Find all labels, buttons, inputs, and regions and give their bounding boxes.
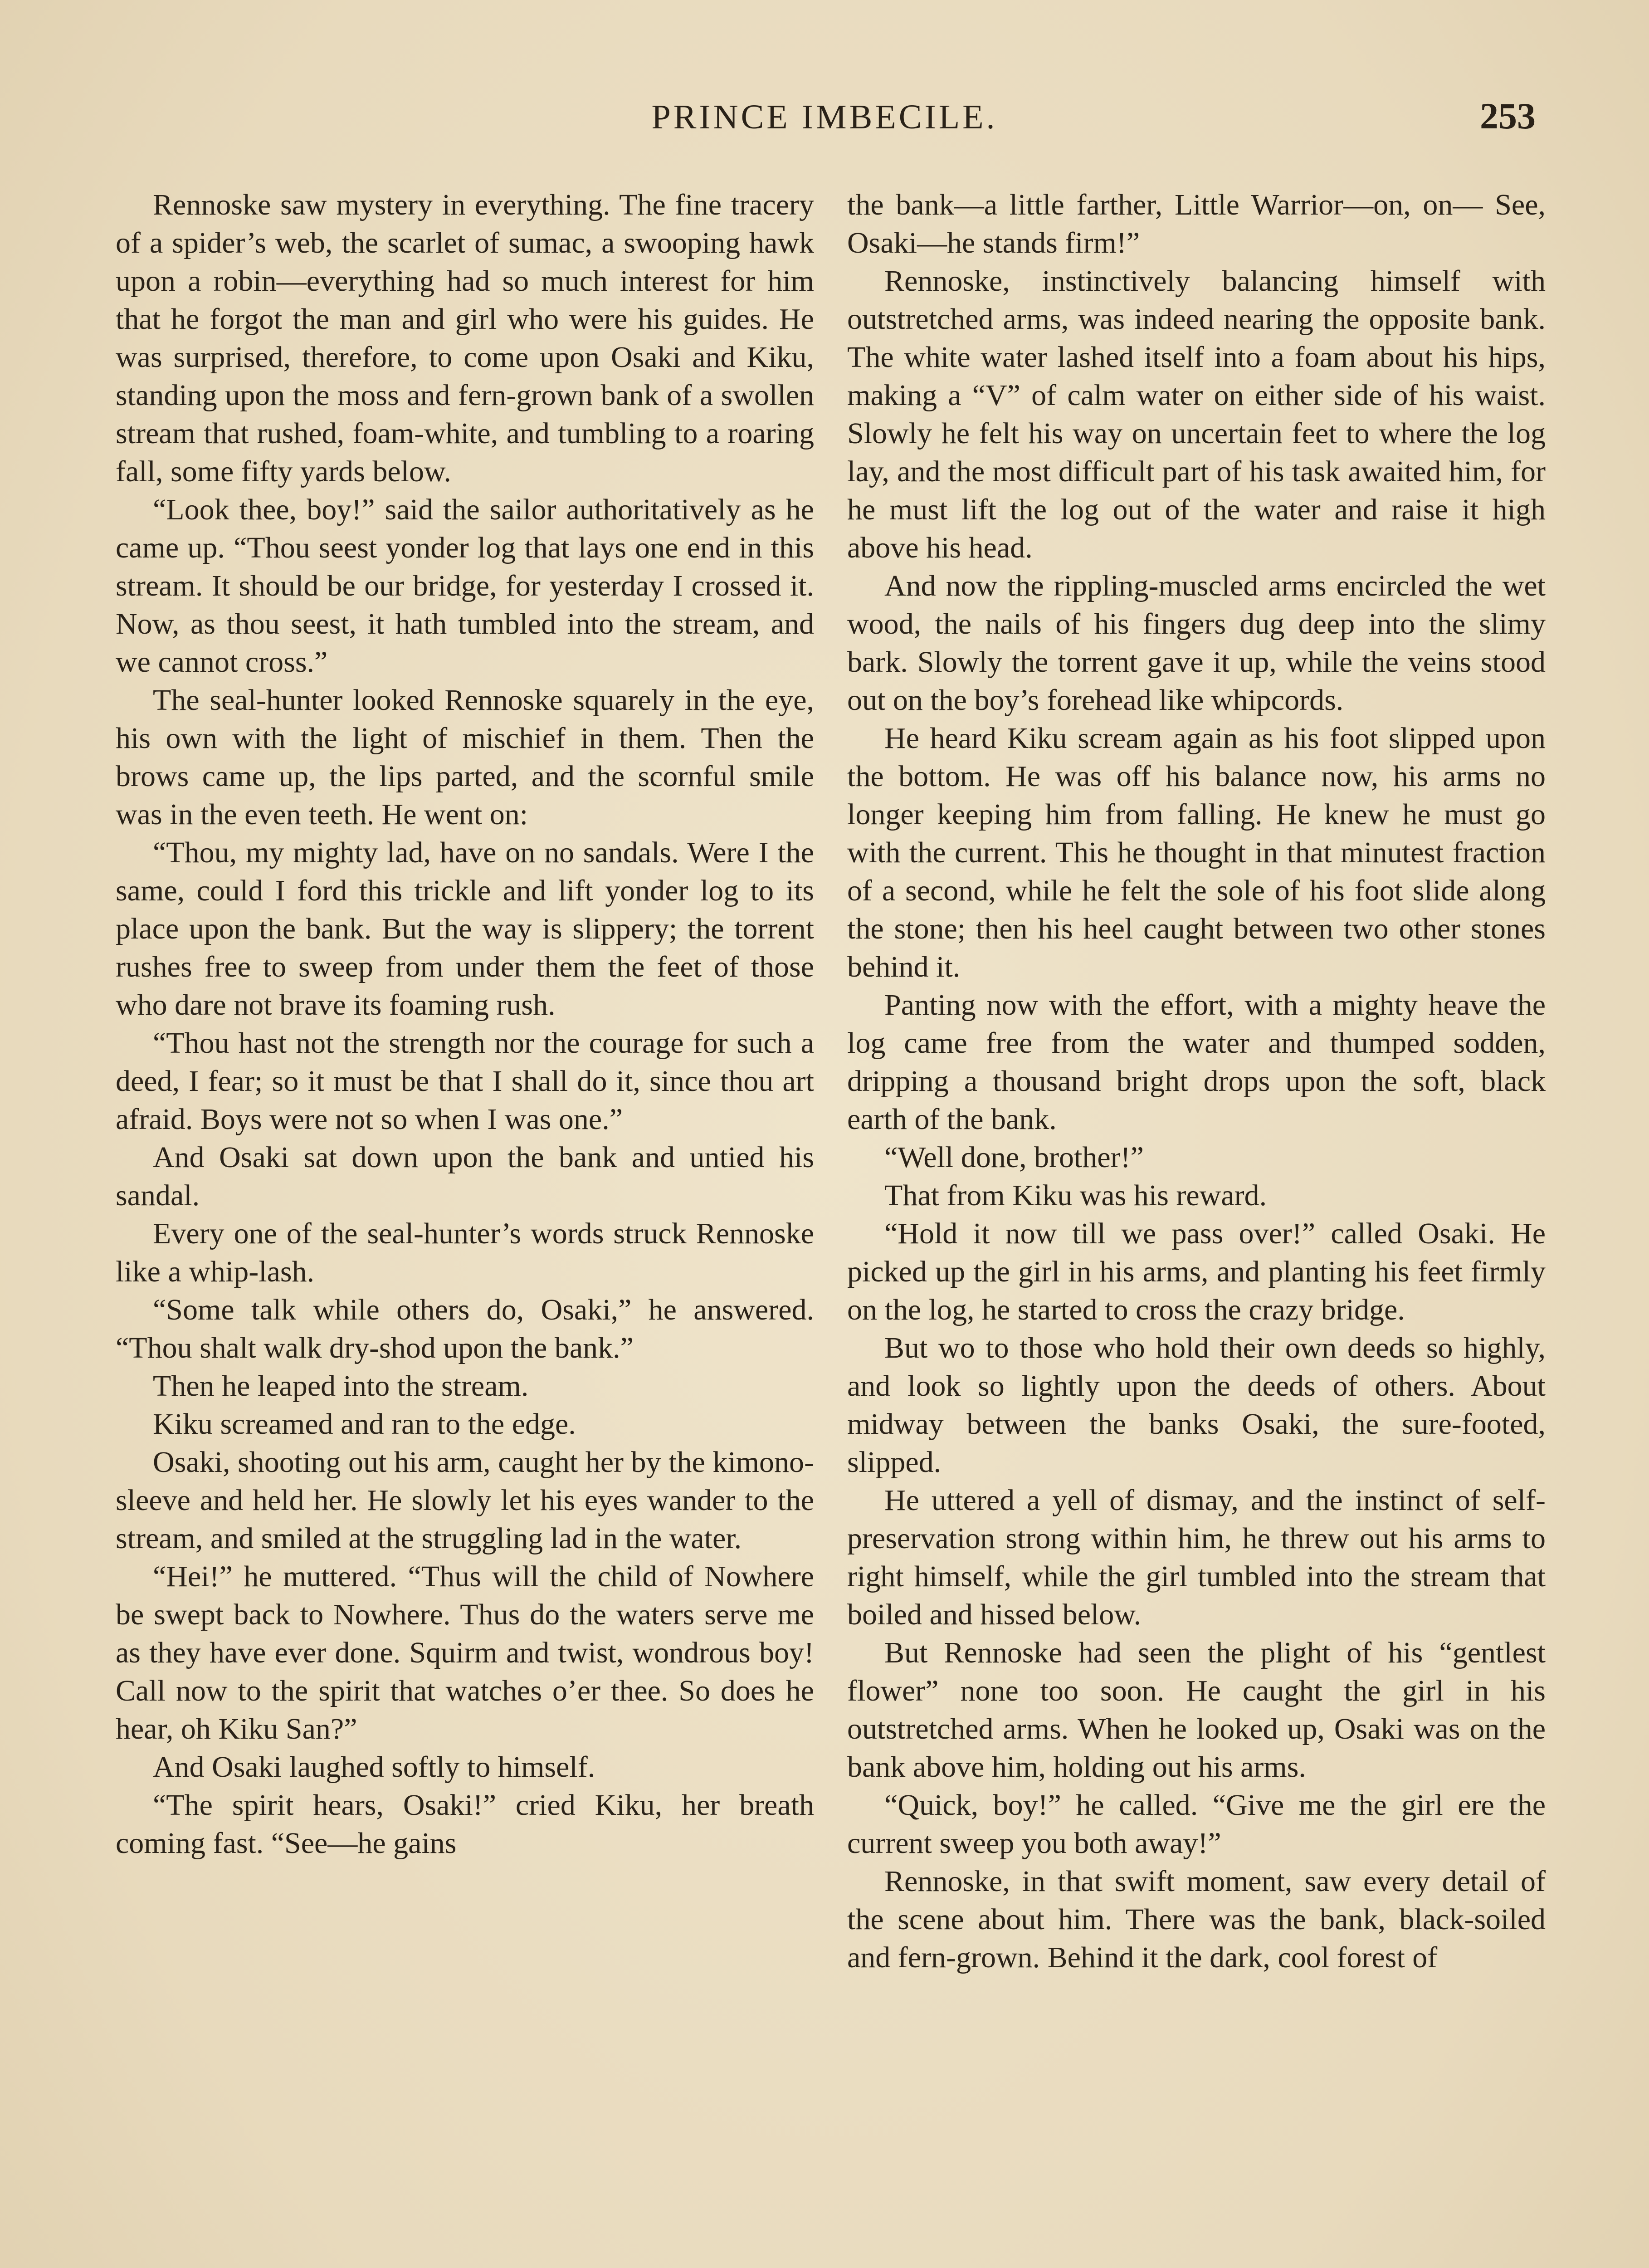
paragraph: “Some talk while others do, Osaki,” he answered. “Thou shalt walk dry-shod upon the bank.” [116,1293,814,1364]
paragraph: And Osaki laughed softly to himself. [153,1750,595,1784]
paragraph: Osaki, shooting out his arm, caught her by the kimono-sleeve and held her. He slowly let his eyes wander to the stream, and smiled at the struggling lad in the water. [116,1446,814,1555]
paragraph: “The spirit hears, Osaki!” cried Kiku, her breath coming fast. “See—he gains [116,1789,814,1860]
paragraph: Every one of the seal-hunter’s words struck Rennoske like a whip-lash. [116,1217,814,1288]
paragraph: “Well done, brother!” [884,1141,1144,1174]
paragraph: “Thou, my mighty lad, have on no sandals. Were I the same, could I ford this trickle and lift yonder log to its place upon the bank. But the way is slippery; the torrent rushes free to sweep from under them the feet of those who dare not brave its foaming rush. [116,836,814,1022]
paragraph: Rennoske saw mystery in everything. The fine tracery of a spider’s web, the scarlet of sumac, a swooping hawk upon a robin—everything had so much interest for him that he forgot the man and girl who were his guides. He was surprised, therefore, to come upon Osaki and Kiku, standing upon the moss and fern-grown bank of a swollen stream that rushed, foam-white, and tumbling to a roaring fall, some fifty yards below. [116,188,814,488]
page-header [0,93,1649,143]
paragraph: And now the rippling-muscled arms encircled the wet wood, the nails of his fingers dug deep into the slimy bark. Slowly the torrent gave it up, while the veins stood out on the boy’s forehead like whipcords. [847,569,1546,717]
paragraph: “Thou hast not the strength nor the courage for such a deed, I fear; so it must be that I shall do it, since thou art afraid. Boys were not so when I was one.” [116,1026,814,1136]
paragraph: Then he leaped into the stream. [153,1369,529,1403]
paragraph: He uttered a yell of dismay, and the instinct of self-preservation strong within him, he threw out his arms to right himself, while the girl tumbled into the stream that boiled and hissed below. [847,1484,1546,1631]
paragraph: “Look thee, boy!” said the sailor authoritatively as he came up. “Thou seest yonder log that lays one end in this stream. It should be our bridge, for yesterday I crossed it. Now, as thou seest, it hath tumbled into the stream, and we cannot cross.” [116,493,814,679]
paragraph: But wo to those who hold their own deeds so highly, and look so lightly upon the deeds of others. About midway between the banks Osaki, the sure-footed, slipped. [847,1331,1546,1479]
paragraph: “Quick, boy!” he called. “Give me the girl ere the current sweep you both away!” [847,1789,1546,1860]
paragraph: the bank—a little farther, Little Warrior—on, on— See, Osaki—he stands firm!” [847,188,1546,259]
paragraph: “Hei!” he muttered. “Thus will the child of Nowhere be swept back to Nowhere. Thus do the waters serve me as they have ever done. Squirm and twist, wondrous boy! Call now to the spirit that watches o’er thee. So does he hear, oh Kiku San?” [116,1560,814,1745]
paragraph: That from Kiku was his reward. [884,1179,1267,1212]
paragraph: And Osaki sat down upon the bank and untied his sandal. [116,1141,814,1212]
paragraph: The seal-hunter looked Rennoske squarely in the eye, his own with the light of mischief in them. Then the brows came up, the lips parted, and the scornful smile was in the even teeth. He went on: [116,684,814,831]
right-text-column [847,186,1546,1977]
paragraph: Kiku screamed and ran to the edge. [153,1408,576,1441]
left-text-column [116,186,814,1862]
paragraph: “Hold it now till we pass over!” called Osaki. He picked up the girl in his arms, and planting his feet firmly on the log, he started to cross the crazy bridge. [847,1217,1546,1326]
paragraph: He heard Kiku scream again as his foot slipped upon the bottom. He was off his balance now, his arms no longer keeping him from falling. He knew he must go with the current. This he thought in that minutest fraction of a second, while he felt the sole of his foot slide along the stone; then his heel caught between two other stones behind it. [847,722,1546,983]
paragraph: But Rennoske had seen the plight of his “gentlest flower” none too soon. He caught the girl in his outstretched arms. When he looked up, Osaki was on the bank above him, holding out his arms. [847,1636,1546,1784]
running-title: PRINCE IMBECILE. [651,98,998,136]
page-number: 253 [1480,95,1536,137]
paragraph: Rennoske, in that swift moment, saw every detail of the scene about him. There was the bank, black-soiled and fern-grown. Behind it the dark, cool forest of [847,1865,1546,1974]
paragraph: Rennoske, instinctively balancing himself with outstretched arms, was indeed nearing the opposite bank. The white water lashed itself into a foam about his hips, making a “V” of calm water on either side of his waist. Slowly he felt his way on uncertain feet to where the log lay, and the most difficult part of his task awaited him, for he must lift the log out of the water and raise it high above his head. [847,264,1546,564]
paragraph: Panting now with the effort, with a mighty heave the log came free from the water and thumped sodden, dripping a thousand bright drops upon the soft, black earth of the bank. [847,988,1546,1136]
